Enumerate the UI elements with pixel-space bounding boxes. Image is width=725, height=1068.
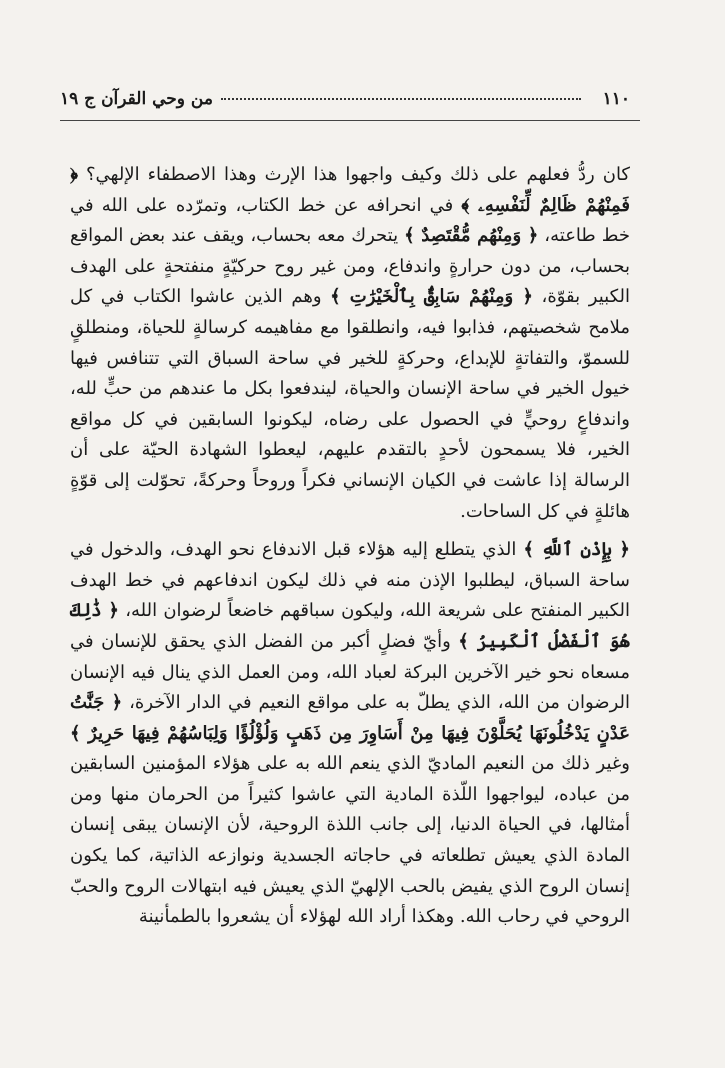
text-segment: وأيّ فضلٍ أكبر من الفضل الذي يحقق للإنسان في مسعاه نحو خير الآخرين البركة لعباد الله، ومن العمل الذي ينال فيه الإنسان الرضوان من الله، الذي يطلّ به على مواقع النعيم في الدار الآخرة، (70, 630, 631, 714)
header-rule (60, 120, 640, 121)
quran-verse: ﴿ جَنَّٰتُ عَدْنٍ يَدْخُلُونَهَا يُحَلَّوْنَ فِيهَا مِنْ أَسَاوِرَ مِن ذَهَبٍ وَلُؤْلُؤًا وَلِبَاسُهُمْ فِيهَا حَرِيرٌ ﴾ (70, 692, 630, 744)
quran-verse: ﴿ وَمِنْهُمْ سَابِقٌۢ بِٱلْخَيْرَٰتِ ﴾ (330, 286, 533, 308)
text-segment: وغير ذلك من النعيم الماديّ الذي ينعم الله به على هؤلاء المؤمنين السابقين من عباده، ليواجهوا اللّذة المادية التي عاشوا كثيراً من الحرمان منها ومن أمثالها، في الحياة الدنيا، إلى جانب اللذة الروحية، لأن الإنسان يبقى إنسان المادة الذي يعيش تطلعاته في حاجاته الجسدية ونوازعه الذاتية، كما يكون إنسان الروح الذي يفيض بالحب الإلهيّ الذي يعيش فيه ابتهالات الروح والحبّ الروحي في رحاب الله. وهكذا أراد الله لهؤلاء أن يشعروا بالطمأنينة (70, 753, 630, 928)
paragraph-2 (70, 535, 630, 933)
quran-verse: ﴿ ذَٰلِكَ هُوَ ٱلْفَضْلُ ٱلْكَبِيرُ ﴾ (70, 600, 630, 652)
page-number: ١١٠ (602, 89, 630, 109)
page-header (60, 84, 630, 114)
quran-verse: ﴿ وَمِنْهُم مُّقْتَصِدٌ ﴾ (404, 225, 539, 247)
text-segment: يتحرك معه بحساب، ويقف عند بعض المواقع بحساب، من دون حرارةٍ واندفاع، ومن غير روح حركيّةٍ منفتحةٍ على الهدف الكبير بقوّة، (70, 225, 630, 308)
text-segment: الذي يتطلع إليه هؤلاء قبل الاندفاع نحو الهدف، والدخول في ساحة السباق، ليطلبوا الإذن منه في ذلك ليكون اندفاعهم في خط الهدف الكبير المنفتح على شريعة الله، وليكون سباقهم خاضعاً لرضوان الله، (70, 539, 630, 622)
paragraph-1 (70, 160, 630, 527)
page-body (70, 160, 630, 933)
header-leader-dots (221, 98, 581, 100)
running-title: من وحي القرآن ج ١٩ (60, 89, 213, 109)
text-segment: في انحرافه عن خط الكتاب، وتمرّده على الله في خط طاعته، (70, 194, 630, 247)
text-segment: كان ردُّ فعلهم على ذلك وكيف واجهوا هذا الإرث وهذا الاصطفاء الإلهي؟ (77, 164, 630, 185)
quran-verse: ﴿ بِإِذْنِ ٱللَّهِ ﴾ (523, 539, 630, 561)
text-segment: وهم الذين عاشوا الكتاب في كل ملامح شخصيتهم، فذابوا فيه، وانطلقوا مع مفاهيمه كرسالةٍ للحياة، ومنطلقٍ للسموّ، والتفاتةٍ للإبداع، وحركةٍ للخير في ساحة السباق التي تتنافس فيها خيول الخير في ساحة الإنسان والحياة، ليندفعوا بكل ما عندهم من حبٍّ لله، واندفاعٍ روحيٍّ في الحصول على رضاه، ليكونوا السابقين في كل مواقع الخير، فلا يسمحون لأحدٍ بالتقدم عليهم، ليعطوا الشهادة الحيّة على أن الرسالة إذا عاشت في الكيان الإنساني فكراً وروحاً وحركةً، تحوّلت إلى قوّةٍ هائلةٍ في كل الساحات. (70, 286, 630, 522)
quran-verse: ﴿ فَمِنْهُمْ ظَالِمٌ لِّنَفْسِهِۦ ﴾ (70, 164, 631, 216)
